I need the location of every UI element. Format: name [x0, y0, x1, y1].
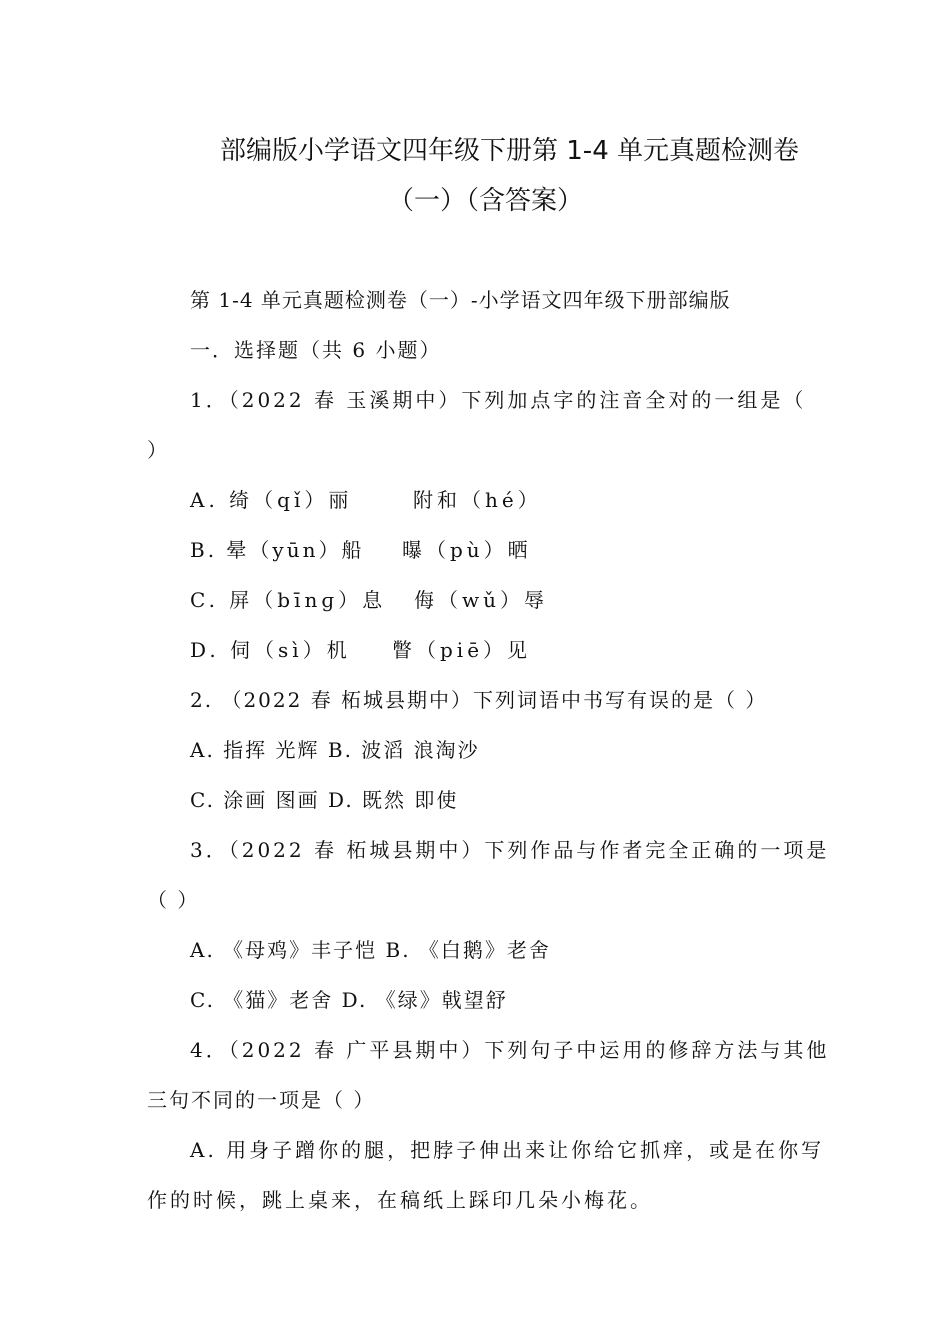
question-1-option-b: B. 晕（yūn）船 — [190, 538, 365, 562]
section-heading: 一．选择题（共 6 小题） — [190, 338, 442, 362]
question-4-stem: 4．（2022 春 广平县期中）下列句子中运用的修辞方法与其他 — [190, 1038, 830, 1062]
question-4-option-a: A. 用身子蹭你的腿，把脖子伸出来让你给它抓痒，或是在你写 — [190, 1138, 825, 1162]
document-subtitle: 第 1-4 单元真题检测卷（一）-小学语文四年级下册部编版 — [190, 288, 731, 312]
question-1-stem: 1．（2022 春 玉溪期中）下列加点字的注音全对的一组是（ — [190, 388, 807, 412]
question-2-stem: 2. （2022 春 柘城县期中）下列词语中书写有误的是（ ） — [190, 688, 768, 712]
question-3-stem-end: （ ） — [147, 888, 200, 912]
document-title-line-2: （一）（含答案） — [388, 186, 584, 216]
question-2-options-cd: C. 涂画 图画 D. 既然 即使 — [190, 788, 459, 812]
question-3-stem: 3．（2022 春 柘城县期中）下列作品与作者完全正确的一项是 — [190, 838, 830, 862]
question-1-option-d-second: 瞥（piē）见 — [392, 638, 532, 662]
question-4-stem-end: 三句不同的一项是（ ） — [147, 1088, 376, 1112]
question-2-options-ab: A. 指挥 光辉 B. 波滔 浪淘沙 — [190, 738, 480, 762]
question-1-option-c-second: 侮（wǔ）辱 — [414, 588, 548, 612]
question-1-option-d: D. 伺（sì）机 — [190, 638, 351, 662]
question-1-option-a: A. 绮（qǐ）丽 — [190, 488, 353, 512]
question-1-stem-end: ） — [147, 438, 169, 462]
question-1-option-a-second: 附和（hé） — [413, 488, 542, 512]
question-3-options-cd: C. 《猫》老舍 D. 《绿》戟望舒 — [190, 988, 508, 1012]
question-1-option-c: C. 屏（bīnɡ）息 — [190, 588, 387, 612]
question-1-option-b-second: 曝（pù）晒 — [402, 538, 532, 562]
question-3-options-ab: A. 《母鸡》丰子恺 B. 《白鹅》老舍 — [190, 938, 551, 962]
document-title-line-1: 部编版小学语文四年级下册第 1-4 单元真题检测卷 — [220, 136, 799, 166]
question-4-option-a-continued: 作的时候，跳上桌来，在稿纸上踩印几朵小梅花。 — [147, 1188, 653, 1212]
